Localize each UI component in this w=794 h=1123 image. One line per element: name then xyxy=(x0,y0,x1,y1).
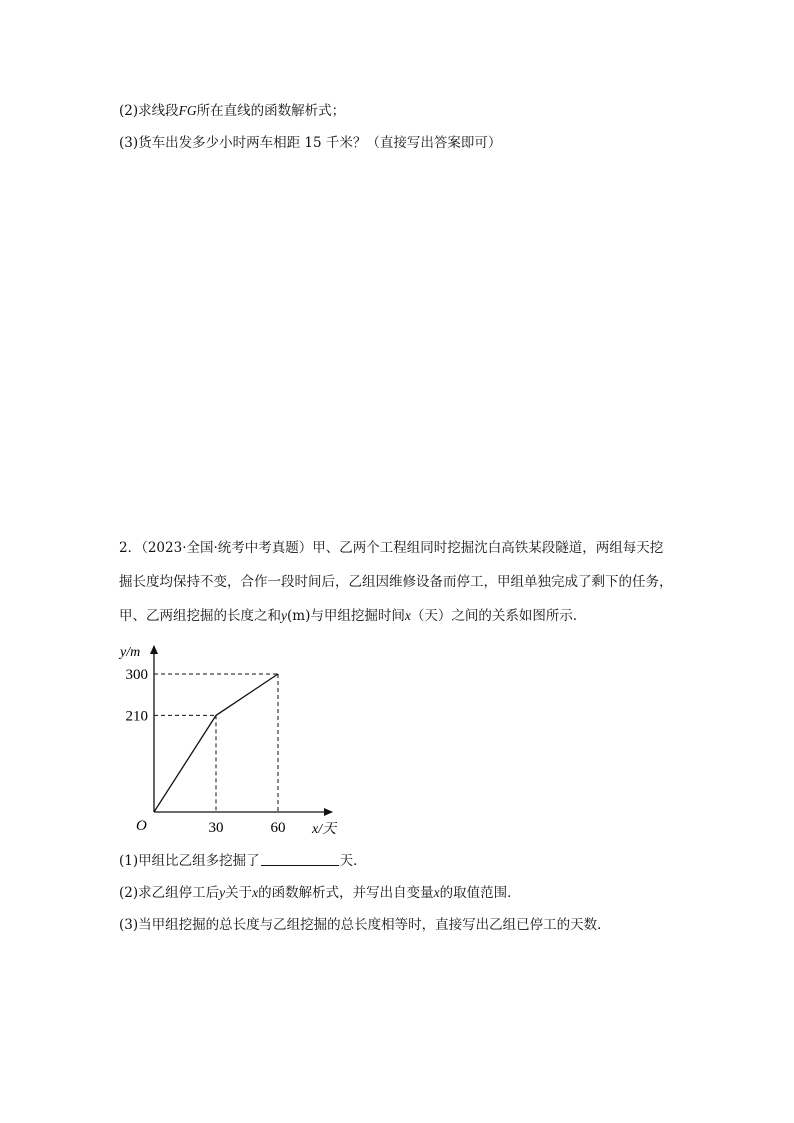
y-tick-label: 300 xyxy=(125,667,148,683)
x-axis-label: x/天 xyxy=(312,822,337,837)
problem-2-line-2: 掘长度均保持不变，合作一段时间后，乙组因维修设备而停工，甲组单独完成了剩下的任务， xyxy=(119,574,673,590)
line-chart xyxy=(110,632,370,842)
problem-2-line-3: 甲、乙两组挖掘的长度之和y(m)与甲组挖掘时间x（天）之间的关系如图所示． xyxy=(119,608,587,624)
problem-2-line-1: 2．（2023·全国·统考中考真题）甲、乙两个工程组同时挖掘沈白高铁某段隧道，两组每天挖 xyxy=(119,540,664,556)
question-1: (1)甲组比乙组多挖掘了 天． xyxy=(119,853,367,869)
prev-question-2: (2)求线段FG所在直线的函数解析式； xyxy=(119,103,346,119)
prev-question-3: (3)货车出发多少小时两车相距 15 千米？（直接写出答案即可） xyxy=(119,135,502,151)
question-2: (2)求乙组停工后y关于x的函数解析式，并写出自变量x的取值范围． xyxy=(119,885,521,901)
y-axis-label: y/m xyxy=(120,645,141,660)
data-series-line xyxy=(154,674,278,812)
x-tick-label: 60 xyxy=(270,820,286,836)
question-3: (3)当甲组挖掘的总长度与乙组挖掘的总长度相等时，直接写出乙组已停工的天数． xyxy=(119,917,611,933)
y-tick-label: 210 xyxy=(125,708,148,725)
origin-label: O xyxy=(136,818,147,834)
answer-blank[interactable] xyxy=(261,851,339,866)
x-tick-label: 30 xyxy=(208,820,224,836)
